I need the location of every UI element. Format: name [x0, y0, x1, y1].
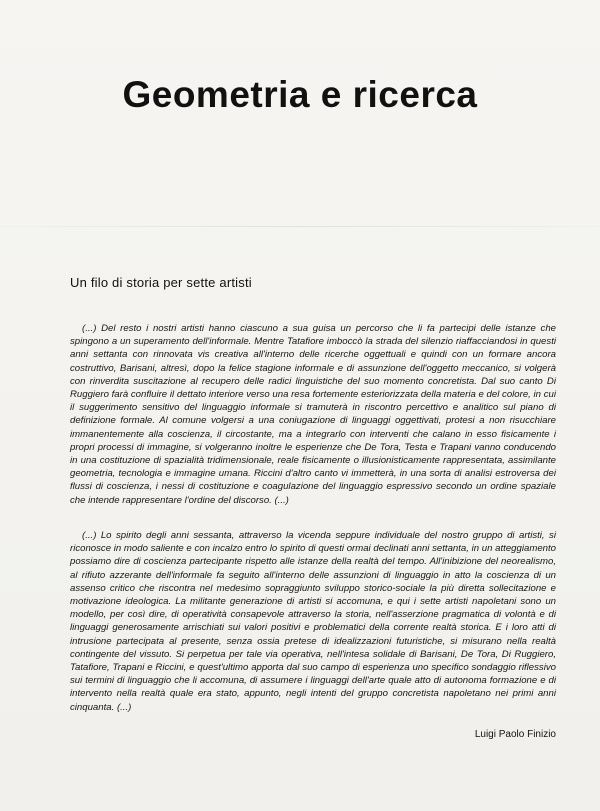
body-paragraph-1: (...) Del resto i nostri artisti hanno ciascuno a sua guisa un percorso che li fa partecipi delle istanze che spingono a un superamento dell'informale. Mentre Tatafiore imboccò la strada del silenzio riaffacciandosi in questi anni settanta con rinnovata vis creativa all'interno delle ricerche oggettuali e quindi con un formare ancora costruttivo, Barisani, altresì, dopo la felice stagione informale e di assunzione dell'oggetto meccanico, si volgerà con rinverdita suscitazione al recupero delle radici linguistiche del suo momento concretista. Dal suo canto Di Ruggiero farà confluire il dettato interiore verso una resa fortemente esteriorizzata della materia e del colore, in cui il suggerimento sensitivo del linguaggio informale si tramuterà in riscontro percettivo e analitico sul piano di definizione formale. Al comune volgersi a una coniugazione di linguaggi oggettivati, protesi a non risucchiare immanentemente alla coscienza, il circostante, ma a integrarlo con interventi che calano in esso fisicamente i propri processi di immagine, si volgeranno inoltre le esperienze che De Tora, Testa e Trapani vanno conducendo in una costituzione di spazialità tridimensionale, reale fisicamente o illusionisticamente rappresentata, assimilante geometria, tecnologia e immagine umana. Riccini d'altro canto vi immetterà, in una sorta di analisi estroversa dei flussi di coscienza, i nessi di costituzione e coagulazione del linguaggio espressivo secondo un ordine spaziale che intende rappresentare l'ordine del discorso. (...)	[70, 323, 556, 506]
section-subtitle: Un filo di storia per sette artisti	[70, 275, 252, 290]
body-paragraph-2: (...) Lo spirito degli anni sessanta, attraverso la vicenda seppure individuale del nostro gruppo di artisti, si riconosce in modo saliente e con incalzo entro lo spirito di questi ormai declinati anni settanta, in un atteggiamento possiamo dire di coscienza partecipante rispetto alle istanze della realtà del tempo. All'inibizione del neorealismo, al rifiuto azzerante dell'informale fa seguito all'interno delle assunzioni di linguaggio in atto la coscienza di un assenso critico che riscontra nel medesimo sopraggiunto sviluppo storico-sociale la più diretta sollecitazione e motivazione ideologica. La militante generazione di artisti si accomuna, e qui i sette artisti napoletani sono un modello, per così dire, di operatività consapevole attraverso la storia, nell'asserzione pragmatica di volontà e di linguaggi generosamente arrischiati sui valori positivi e problematici della corrente realtà storica. E i loro atti di intrusione partecipata al presente, senza ossia pretese di idealizzazioni futuristiche, si misurano nella realtà contingente del vissuto. Si perpetua per tale via operativa, nell'intesa solidale di Barisani, De Tora, Di Ruggiero, Tatafiore, Trapani e Riccini, e quest'ultimo apporta dal suo campo di esperienza uno specifico sondaggio riflessivo sui termini di linguaggio che li accomuna, di assumere i linguaggi dell'arte quale atto di autonoma formazione e di intervento nella realtà quale era stato, appunto, negli intenti del gruppo concretista napoletano nei primi anni cinquanta. (...)	[70, 530, 556, 713]
author-signature: Luigi Paolo Finizio	[474, 729, 556, 740]
page-title: Geometria e ricerca	[122, 74, 478, 115]
paper-fold-line	[0, 226, 600, 227]
